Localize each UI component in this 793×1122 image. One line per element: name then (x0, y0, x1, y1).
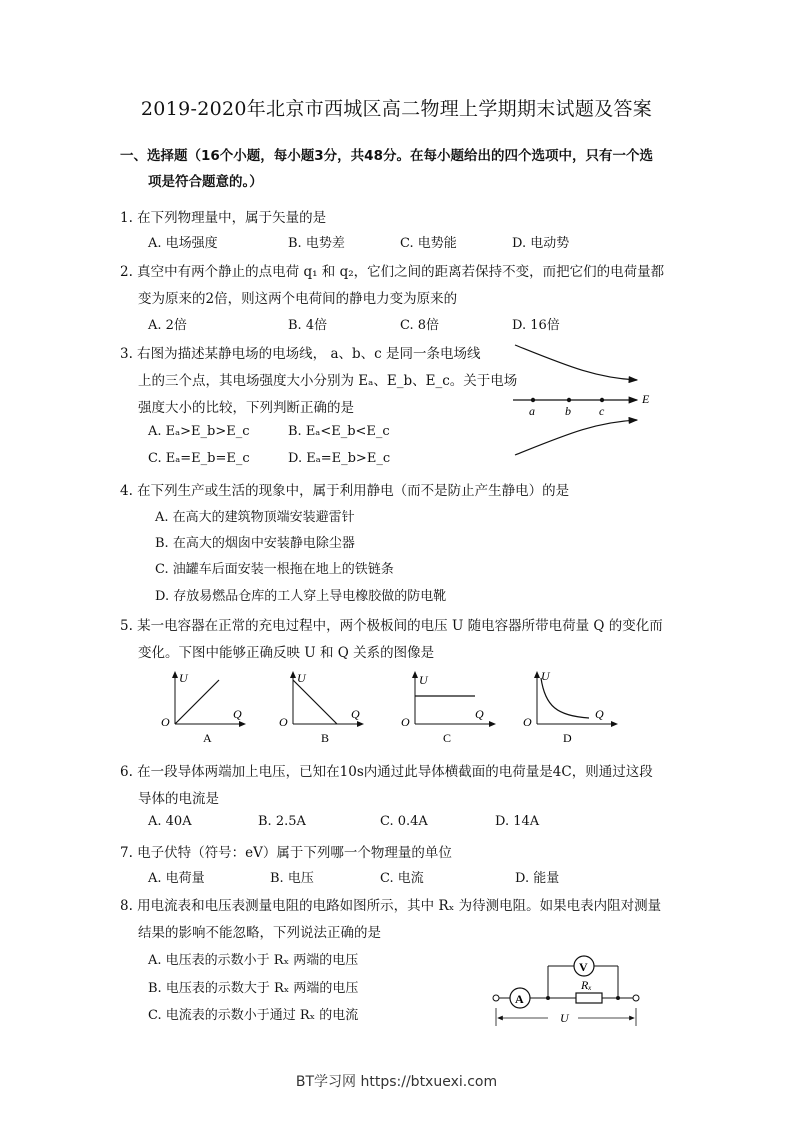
q7-option-b: B. 电压 (270, 871, 314, 886)
q2-option-b: B. 4倍 (288, 318, 328, 333)
q3-option-d: D. Eₐ=E_b>E_c (288, 451, 391, 466)
q8-circuit-diagram (488, 952, 648, 1032)
q2-stem-2: 变为原来的2倍，则这两个电荷间的静电力变为原来的 (138, 291, 458, 307)
q4-option-d: D. 存放易燃品仓库的工人穿上导电橡胶做的防电靴 (155, 589, 447, 604)
terminal-left (493, 995, 499, 1001)
graph-b-u: U (297, 671, 306, 685)
resistor-rx (576, 993, 602, 1003)
q1-option-d: D. 电动势 (512, 236, 570, 251)
q7-option-c: C. 电流 (380, 871, 424, 886)
q7-stem: 7. 电子伏特（符号：eV）属于下列哪一个物理量的单位 (120, 845, 452, 861)
graph-b-line (293, 680, 337, 724)
resistor-label: Rₓ (581, 978, 592, 992)
q5-stem-1: 5. 某一电容器在正常的充电过程中，两个极板间的电压 U 随电容器所带电荷量 Q 的变化而 (120, 618, 663, 634)
graph-c (401, 672, 495, 745)
q3-stem-3: 强度大小的比较，下列判断正确的是 (138, 400, 354, 416)
q6-option-d: D. 14A (495, 814, 540, 829)
q8-option-a: A. 电压表的示数小于 Rₓ 两端的电压 (148, 953, 359, 968)
section-header-line1: 一、选择题（16个小题，每小题3分，共48分。在每小题给出的四个选项中，只有一个选 (120, 148, 653, 164)
footer-watermark: BT学习网 https://btxuexi.com (295, 1074, 498, 1090)
q6-stem-1: 6. 在一段导体两端加上电压，已知在10s内通过此导体横截面的电荷量是4C，则通过这段 (120, 764, 653, 780)
q3-stem-2: 上的三个点，其电场强度大小分别为 Eₐ、E_b、E_c。关于电场 (138, 373, 518, 389)
field-line-bottom (515, 420, 637, 455)
q3-field-line-figure (505, 340, 665, 470)
point-b-dot (567, 398, 571, 402)
graph-c-u: U (419, 673, 428, 687)
q4-option-a: A. 在高大的建筑物顶端安装避雷针 (155, 510, 355, 525)
page-title: 2019-2020年北京市西城区高二物理上学期期末试题及答案 (140, 98, 653, 120)
graph-d-o: O (523, 715, 532, 729)
graph-b-q: Q (351, 707, 360, 721)
q3-option-a: A. Eₐ>E_b>E_c (148, 424, 250, 439)
q7-option-d: D. 能量 (515, 871, 560, 886)
q1-stem: 1. 在下列物理量中，属于矢量的是 (120, 210, 327, 226)
graph-d (523, 669, 617, 745)
q8-option-c: C. 电流表的示数小于通过 Rₓ 的电流 (148, 1008, 359, 1023)
ammeter-label: A (515, 992, 524, 1006)
graph-c-q: Q (475, 707, 484, 721)
terminal-right (633, 995, 639, 1001)
q6-option-a: A. 40A (148, 814, 192, 829)
graph-a-line (175, 680, 219, 724)
q3-option-c: C. Eₐ=E_b=E_c (148, 451, 250, 466)
graph-a (161, 671, 245, 745)
q2-option-d: D. 16倍 (512, 318, 560, 333)
q1-option-b: B. 电势差 (288, 236, 345, 251)
point-c-dot (600, 398, 604, 402)
q2-stem-1: 2. 真空中有两个静止的点电荷 q₁ 和 q₂，它们之间的距离若保持不变，而把它们的电荷量都 (120, 264, 665, 280)
voltmeter-label: V (579, 960, 588, 974)
q1-option-a: A. 电场强度 (148, 236, 218, 251)
q6-option-b: B. 2.5A (258, 814, 306, 829)
q6-option-c: C. 0.4A (380, 814, 428, 829)
q3-stem-1: 3. 右图为描述某静电场的电场线， a、b、c 是同一条电场线 (120, 346, 481, 362)
graph-a-q: Q (233, 707, 242, 721)
graph-a-u: U (179, 671, 188, 685)
field-line-top (515, 345, 637, 380)
q3-option-b: B. Eₐ<E_b<E_c (288, 424, 390, 439)
graph-d-curve (541, 678, 589, 718)
graph-d-label: D (563, 731, 572, 745)
point-b-label: b (565, 404, 571, 418)
q6-stem-2: 导体的电流是 (138, 791, 219, 807)
voltage-u-label: U (560, 1011, 569, 1025)
graph-c-o: O (401, 715, 410, 729)
q4-option-b: B. 在高大的烟囱中安装静电除尘器 (155, 536, 355, 551)
graph-b-o: O (279, 715, 288, 729)
graph-b (279, 671, 363, 745)
graph-a-o: O (161, 715, 170, 729)
graph-d-q: Q (595, 707, 604, 721)
q8-stem-1: 8. 用电流表和电压表测量电阻的电路如图所示，其中 Rₓ 为待测电阻。如果电表内阻对测量 (120, 898, 662, 914)
q4-option-c: C. 油罐车后面安装一根拖在地上的铁链条 (155, 562, 394, 577)
q2-option-c: C. 8倍 (400, 318, 440, 333)
q5-stem-2: 变化。下图中能够正确反映 U 和 Q 关系的图像是 (138, 645, 435, 661)
point-a-label: a (529, 404, 535, 418)
graph-d-u: U (541, 669, 550, 683)
q4-stem: 4. 在下列生产或生活的现象中，属于利用静电（而不是防止产生静电）的是 (120, 483, 570, 499)
section-header-line2: 项是符合题意的。） (148, 174, 263, 190)
q2-option-a: A. 2倍 (148, 318, 187, 333)
field-e-label: E (642, 392, 650, 406)
q7-option-a: A. 电荷量 (148, 871, 205, 886)
q8-stem-2: 结果的影响不能忽略，下列说法正确的是 (138, 925, 381, 941)
point-c-label: c (599, 404, 605, 418)
graph-a-label: A (203, 731, 212, 745)
point-a-dot (531, 398, 535, 402)
q1-option-c: C. 电势能 (400, 236, 457, 251)
q5-graphs (155, 668, 615, 748)
q8-option-b: B. 电压表的示数大于 Rₓ 两端的电压 (148, 981, 359, 996)
graph-c-label: C (443, 731, 452, 745)
graph-b-label: B (321, 731, 330, 745)
